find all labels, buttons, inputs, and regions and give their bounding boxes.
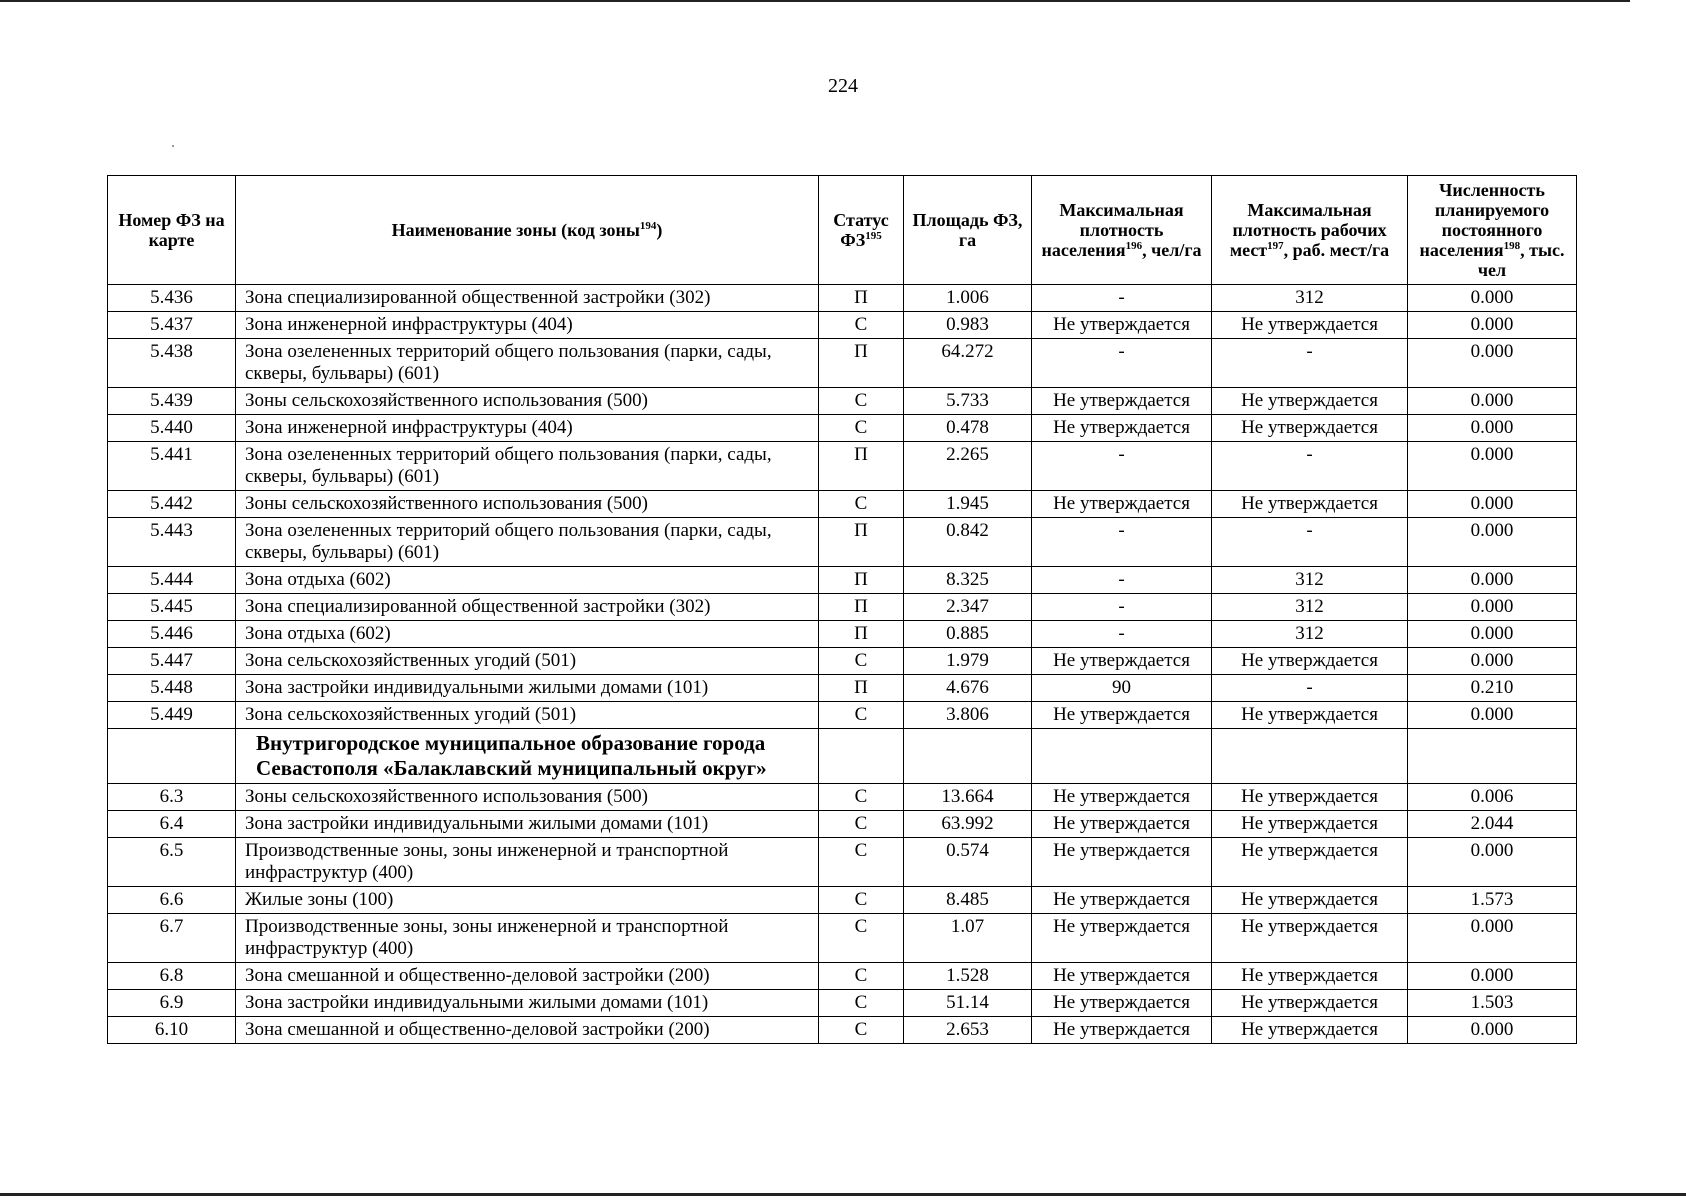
scan-speck (172, 145, 174, 147)
table-row (108, 285, 1577, 312)
cell-map-number: 5.449 (108, 702, 236, 729)
cell-map-number: 6.6 (108, 887, 236, 914)
cell-map-number: 5.436 (108, 285, 236, 312)
cell-job-density: Не утверждается (1212, 990, 1408, 1017)
cell-population-density: - (1032, 594, 1212, 621)
cell-population: 0.000 (1408, 567, 1577, 594)
cell-population-density: - (1032, 442, 1212, 491)
table-row (108, 838, 1577, 887)
cell-job-density: Не утверждается (1212, 312, 1408, 339)
group-title: Внутригородское муниципальное образование города Севастополя «Балаклавский муниципальный округ» (236, 729, 819, 784)
cell-map-number: 6.8 (108, 963, 236, 990)
cell-population-density: Не утверждается (1032, 914, 1212, 963)
bottom-scan-edge (0, 1193, 1686, 1196)
cell-job-density: - (1212, 442, 1408, 491)
cell-map-number: 6.4 (108, 811, 236, 838)
cell-area: 63.992 (904, 811, 1032, 838)
cell-population: 1.503 (1408, 990, 1577, 1017)
table-row (108, 990, 1577, 1017)
cell-zone-name: Зона сельскохозяйственных угодий (501) (236, 648, 819, 675)
table-row (108, 594, 1577, 621)
cell-area: 64.272 (904, 339, 1032, 388)
cell-area: 1.528 (904, 963, 1032, 990)
cell-map-number: 5.447 (108, 648, 236, 675)
cell-area: 1.945 (904, 491, 1032, 518)
table-row (108, 702, 1577, 729)
table-row (108, 1017, 1577, 1044)
cell-area: 0.842 (904, 518, 1032, 567)
cell-zone-name: Зона отдыха (602) (236, 567, 819, 594)
cell-job-density: Не утверждается (1212, 784, 1408, 811)
page-number: 224 (828, 75, 858, 97)
cell-population: 0.000 (1408, 312, 1577, 339)
cell-zone-name: Зона инженерной инфраструктуры (404) (236, 312, 819, 339)
cell-population: 0.000 (1408, 285, 1577, 312)
table-row (108, 887, 1577, 914)
cell-zone-name: Зона сельскохозяйственных угодий (501) (236, 702, 819, 729)
cell-job-density: 312 (1212, 621, 1408, 648)
top-scan-edge (0, 0, 1630, 2)
cell-job-density: Не утверждается (1212, 491, 1408, 518)
cell-map-number: 6.10 (108, 1017, 236, 1044)
cell-zone-name: Зона специализированной общественной застройки (302) (236, 594, 819, 621)
table-row (108, 388, 1577, 415)
cell-status: П (819, 442, 904, 491)
cell-zone-name: Зона смешанной и общественно-деловой застройки (200) (236, 963, 819, 990)
cell-map-number: 5.437 (108, 312, 236, 339)
cell-status: П (819, 518, 904, 567)
cell-status: С (819, 415, 904, 442)
cell-zone-name: Зона застройки индивидуальными жилыми домами (101) (236, 990, 819, 1017)
table-row (108, 675, 1577, 702)
cell-population-density: - (1032, 285, 1212, 312)
cell-population: 0.000 (1408, 518, 1577, 567)
group-empty-cell (1212, 729, 1408, 784)
cell-area: 2.347 (904, 594, 1032, 621)
cell-zone-name: Зона специализированной общественной застройки (302) (236, 285, 819, 312)
cell-status: П (819, 594, 904, 621)
cell-population: 0.000 (1408, 914, 1577, 963)
header-zone-name: Наименование зоны (код зоны$^{194}$) (236, 176, 819, 285)
cell-job-density: - (1212, 518, 1408, 567)
cell-map-number: 5.442 (108, 491, 236, 518)
cell-status: С (819, 914, 904, 963)
cell-population: 0.000 (1408, 594, 1577, 621)
cell-population-density: - (1032, 339, 1212, 388)
cell-population-density: - (1032, 518, 1212, 567)
cell-area: 0.983 (904, 312, 1032, 339)
table-row (108, 518, 1577, 567)
cell-status: С (819, 990, 904, 1017)
header-population-density: Максимальная плотность населения$^{196}$, чел/га (1032, 176, 1212, 285)
cell-population-density: Не утверждается (1032, 887, 1212, 914)
cell-map-number: 5.448 (108, 675, 236, 702)
cell-area: 8.325 (904, 567, 1032, 594)
cell-status: П (819, 339, 904, 388)
cell-status: С (819, 1017, 904, 1044)
cell-population: 0.006 (1408, 784, 1577, 811)
cell-map-number: 5.438 (108, 339, 236, 388)
cell-map-number: 5.443 (108, 518, 236, 567)
cell-map-number: 6.7 (108, 914, 236, 963)
cell-status: П (819, 621, 904, 648)
cell-area: 1.979 (904, 648, 1032, 675)
cell-population: 0.000 (1408, 339, 1577, 388)
cell-population-density: Не утверждается (1032, 990, 1212, 1017)
header-map-number: Номер ФЗ на карте (108, 176, 236, 285)
cell-zone-name: Производственные зоны, зоны инженерной и транспортной инфраструктур (400) (236, 914, 819, 963)
group-empty-cell (819, 729, 904, 784)
cell-population-density: - (1032, 621, 1212, 648)
cell-population-density: Не утверждается (1032, 702, 1212, 729)
header-area: Площадь ФЗ, га (904, 176, 1032, 285)
table-row (108, 811, 1577, 838)
cell-map-number: 5.445 (108, 594, 236, 621)
cell-population: 0.000 (1408, 621, 1577, 648)
cell-area: 13.664 (904, 784, 1032, 811)
cell-area: 1.07 (904, 914, 1032, 963)
cell-map-number: 5.440 (108, 415, 236, 442)
table-row (108, 442, 1577, 491)
table-row (108, 339, 1577, 388)
table-row (108, 914, 1577, 963)
table-row (108, 784, 1577, 811)
cell-population: 0.000 (1408, 442, 1577, 491)
cell-status: С (819, 491, 904, 518)
cell-population: 0.000 (1408, 838, 1577, 887)
cell-population-density: Не утверждается (1032, 784, 1212, 811)
cell-population-density: Не утверждается (1032, 388, 1212, 415)
group-empty-cell (904, 729, 1032, 784)
cell-population-density: Не утверждается (1032, 312, 1212, 339)
cell-status: С (819, 648, 904, 675)
cell-job-density: Не утверждается (1212, 914, 1408, 963)
group-empty-cell (108, 729, 236, 784)
cell-area: 51.14 (904, 990, 1032, 1017)
cell-zone-name: Зоны сельскохозяйственного использования (500) (236, 491, 819, 518)
cell-zone-name: Зона озелененных территорий общего пользования (парки, сады, скверы, бульвары) (601) (236, 518, 819, 567)
cell-zone-name: Зона застройки индивидуальными жилыми домами (101) (236, 811, 819, 838)
cell-map-number: 5.444 (108, 567, 236, 594)
cell-population-density: Не утверждается (1032, 415, 1212, 442)
cell-zone-name: Зона озелененных территорий общего пользования (парки, сады, скверы, бульвары) (601) (236, 339, 819, 388)
cell-population-density: Не утверждается (1032, 491, 1212, 518)
cell-population: 0.000 (1408, 648, 1577, 675)
table-row (108, 415, 1577, 442)
cell-job-density: Не утверждается (1212, 415, 1408, 442)
cell-area: 2.265 (904, 442, 1032, 491)
cell-population: 0.210 (1408, 675, 1577, 702)
cell-status: П (819, 675, 904, 702)
cell-map-number: 6.5 (108, 838, 236, 887)
cell-job-density: - (1212, 675, 1408, 702)
cell-job-density: 312 (1212, 567, 1408, 594)
cell-status: С (819, 388, 904, 415)
cell-zone-name: Зона застройки индивидуальными жилыми домами (101) (236, 675, 819, 702)
cell-job-density: Не утверждается (1212, 811, 1408, 838)
table-row (108, 963, 1577, 990)
cell-area: 0.574 (904, 838, 1032, 887)
group-empty-cell (1032, 729, 1212, 784)
cell-job-density: Не утверждается (1212, 702, 1408, 729)
cell-job-density: Не утверждается (1212, 1017, 1408, 1044)
table-row (108, 567, 1577, 594)
cell-job-density: Не утверждается (1212, 838, 1408, 887)
cell-job-density: 312 (1212, 285, 1408, 312)
cell-status: С (819, 312, 904, 339)
cell-population-density: Не утверждается (1032, 811, 1212, 838)
cell-job-density: Не утверждается (1212, 963, 1408, 990)
header-job-density: Максимальная плотность рабочих мест$^{197}$, раб. мест/га (1212, 176, 1408, 285)
cell-area: 0.478 (904, 415, 1032, 442)
cell-status: П (819, 567, 904, 594)
cell-zone-name: Зоны сельскохозяйственного использования (500) (236, 388, 819, 415)
cell-map-number: 5.439 (108, 388, 236, 415)
cell-population-density: - (1032, 567, 1212, 594)
cell-job-density: 312 (1212, 594, 1408, 621)
cell-zone-name: Зона отдыха (602) (236, 621, 819, 648)
cell-population: 0.000 (1408, 415, 1577, 442)
cell-population-density: 90 (1032, 675, 1212, 702)
cell-population-density: Не утверждается (1032, 838, 1212, 887)
cell-area: 5.733 (904, 388, 1032, 415)
cell-status: С (819, 702, 904, 729)
cell-status: С (819, 784, 904, 811)
cell-status: С (819, 963, 904, 990)
cell-population: 1.573 (1408, 887, 1577, 914)
cell-area: 4.676 (904, 675, 1032, 702)
cell-map-number: 5.446 (108, 621, 236, 648)
cell-status: С (819, 887, 904, 914)
cell-map-number: 6.9 (108, 990, 236, 1017)
cell-area: 0.885 (904, 621, 1032, 648)
table-row (108, 648, 1577, 675)
cell-population-density: Не утверждается (1032, 963, 1212, 990)
cell-population-density: Не утверждается (1032, 1017, 1212, 1044)
cell-map-number: 5.441 (108, 442, 236, 491)
table-row (108, 621, 1577, 648)
group-empty-cell (1408, 729, 1577, 784)
cell-zone-name: Зона смешанной и общественно-деловой застройки (200) (236, 1017, 819, 1044)
cell-area: 1.006 (904, 285, 1032, 312)
cell-area: 8.485 (904, 887, 1032, 914)
cell-population: 2.044 (1408, 811, 1577, 838)
header-status: Статус ФЗ$^{195}$ (819, 176, 904, 285)
cell-job-density: Не утверждается (1212, 648, 1408, 675)
cell-zone-name: Производственные зоны, зоны инженерной и транспортной инфраструктур (400) (236, 838, 819, 887)
cell-zone-name: Зоны сельскохозяйственного использования (500) (236, 784, 819, 811)
cell-population: 0.000 (1408, 1017, 1577, 1044)
table-row (108, 491, 1577, 518)
header-population: Численность планируемого постоянного населения$^{198}$, тыс. чел (1408, 176, 1577, 285)
cell-job-density: Не утверждается (1212, 388, 1408, 415)
cell-population: 0.000 (1408, 491, 1577, 518)
table-body (108, 285, 1577, 1044)
table-row (108, 312, 1577, 339)
cell-area: 2.653 (904, 1017, 1032, 1044)
cell-population: 0.000 (1408, 702, 1577, 729)
cell-population: 0.000 (1408, 963, 1577, 990)
cell-population-density: Не утверждается (1032, 648, 1212, 675)
table-header-row (108, 176, 1577, 285)
zones-table (107, 175, 1577, 1044)
cell-zone-name: Зона инженерной инфраструктуры (404) (236, 415, 819, 442)
cell-population: 0.000 (1408, 388, 1577, 415)
cell-job-density: - (1212, 339, 1408, 388)
cell-zone-name: Зона озелененных территорий общего пользования (парки, сады, скверы, бульвары) (601) (236, 442, 819, 491)
cell-map-number: 6.3 (108, 784, 236, 811)
cell-status: П (819, 285, 904, 312)
group-row (108, 729, 1577, 784)
cell-status: С (819, 838, 904, 887)
cell-area: 3.806 (904, 702, 1032, 729)
cell-status: С (819, 811, 904, 838)
cell-zone-name: Жилые зоны (100) (236, 887, 819, 914)
cell-job-density: Не утверждается (1212, 887, 1408, 914)
